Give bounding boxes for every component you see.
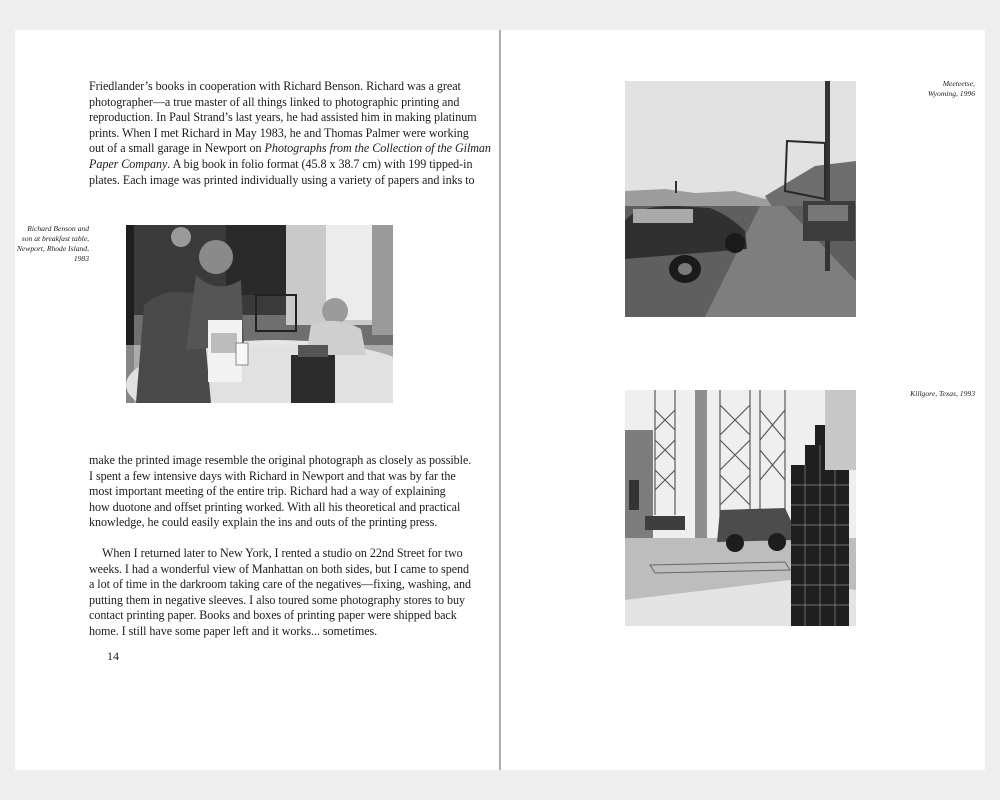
killgore-photo: [625, 390, 856, 626]
text-line: most important meeting of the entire trip. Richard had a way of explaining: [89, 484, 446, 499]
caption-line: son at breakfast table,: [21, 234, 89, 243]
paragraph: [89, 453, 472, 531]
text-line: reproduction. In Paul Strand’s last years, he had assisted him in making platinum: [89, 110, 477, 125]
book-title: Paper Company: [89, 156, 168, 171]
caption-line: Newport, Rhode Island,: [16, 244, 89, 253]
photo-caption: [881, 389, 975, 399]
text-line: Friedlander’s books in cooperation with Richard Benson. Richard was a great: [89, 79, 461, 93]
book-title: Photographs from the Collection of the Gilman: [264, 141, 491, 156]
text-line: [89, 141, 491, 157]
text-line: a lot of time in the darkroom taking care of the negatives—fixing, washing, and: [89, 577, 471, 592]
paragraph-continued: [89, 79, 491, 188]
text-line: make the printed image resemble the original photograph as closely as possible.: [89, 453, 472, 467]
page-number: 14: [107, 649, 119, 663]
photo-caption: [881, 79, 975, 99]
text-line: contact printing paper. Books and boxes of printing paper were shipped back: [89, 608, 457, 623]
caption-line: Wyoming, 1996: [928, 89, 975, 98]
right-page: [501, 30, 985, 770]
text-line: photographer—a true master of all things linked to photographic printing and: [89, 94, 460, 109]
paragraph: [89, 546, 471, 640]
photo-caption: [15, 224, 89, 264]
book-spread: [15, 30, 985, 770]
text-line: knowledge, he could easily explain the ins and outs of the printing press.: [89, 515, 438, 530]
text-line: putting them in negative sleeves. I also toured some photography stores to buy: [89, 592, 465, 607]
caption-line: 1983: [73, 254, 89, 263]
caption-line: Killgore, Texas, 1993: [910, 389, 975, 398]
text-line: plates. Each image was printed individually using a variety of papers and inks to: [89, 172, 475, 187]
text-line: I spent a few intensive days with Richard in Newport and that was by far the: [89, 468, 456, 483]
text-line: prints. When I met Richard in May 1983, he and Thomas Palmer were working: [89, 125, 469, 140]
text-line: how duotone and offset printing worked. With all his theoretical and practical: [89, 499, 461, 514]
text-fragment: out of a small garage in Newport on: [89, 141, 265, 156]
meeteetse-photo: [625, 81, 856, 317]
caption-line: Richard Benson and: [27, 224, 89, 233]
breakfast-photo: [126, 225, 393, 403]
text-line: weeks. I had a wonderful view of Manhattan on both sides, but I came to spend: [89, 561, 470, 576]
caption-line: Meeteetse,: [942, 79, 975, 88]
text-line: [89, 156, 473, 173]
text-line: home. I still have some paper left and it works... sometimes.: [89, 623, 378, 638]
left-page: [15, 30, 500, 770]
text-line: When I returned later to New York, I rented a studio on 22nd Street for two: [102, 546, 463, 560]
text-fragment: . A big book in folio format (45.8 x 38.7 cm) with 199 tipped-in: [167, 156, 473, 171]
